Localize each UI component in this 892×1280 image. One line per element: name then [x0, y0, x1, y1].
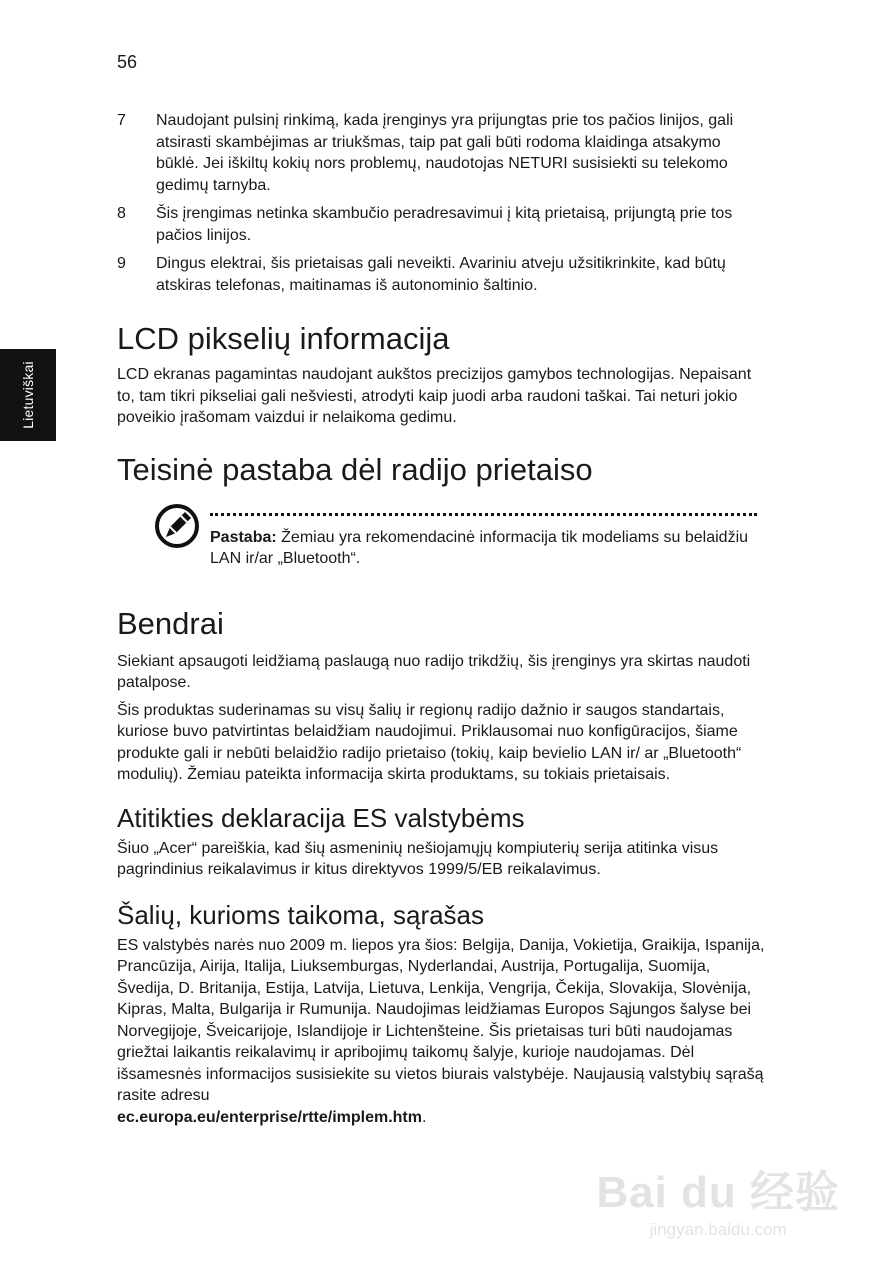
note-pen-icon	[154, 503, 200, 549]
note-label: Pastaba:	[210, 528, 277, 546]
general-heading: Bendrai	[117, 605, 224, 641]
page-content	[117, 110, 767, 1128]
general-paragraph: Siekiant apsaugoti leidžiamą paslaugą nuo radijo trikdžių, šis įrenginys yra skirtas naudoti patalpose.	[117, 652, 751, 691]
declaration-heading: Atitikties deklaracija ES valstybėms	[117, 802, 525, 833]
note-text	[210, 527, 757, 570]
list-item	[117, 203, 767, 246]
list-item	[117, 110, 767, 196]
countries-link-suffix: .	[421, 1108, 427, 1126]
list-item-number: 7	[117, 112, 126, 129]
countries-paragraph	[117, 935, 767, 1129]
list-item-text: Šis įrengimas netinka skambučio peradresavimui į kitą prietaisą, prijungtą prie tos pačios linijos.	[156, 205, 733, 244]
declaration-paragraph: Šiuo „Acer“ pareiškia, kad šių asmeninių nešiojamųjų kompiuterių serija atitinka visus pagrindinius reikalavimus ir kitus direktyvos 1999/5/EB reikalavimus.	[117, 839, 719, 878]
watermark-logo: Bai du 经验	[596, 1168, 840, 1217]
baidu-watermark	[596, 1156, 840, 1240]
list-item-text: Naudojant pulsinį rinkimą, kada įrenginys yra prijungtas prie tos pačios linijos, gali atsirasti skambėjimas ar triukšmas, taip pat gali būti rodoma klaidinga atsakymo būklė. Jei iškiltų kokių nors problemų, naudotojas NETURI susisiekti su telekomo gedimų tarnyba.	[156, 112, 734, 194]
lcd-heading: LCD pikselių informacija	[117, 321, 450, 356]
list-item-text: Dingus elektrai, šis prietaisas gali neveikti. Avariniu atveju užsitikrinkite, kad būtų atskiras telefonas, maitinamas iš autonominio šaltinio.	[156, 255, 726, 294]
page-number: 56	[117, 52, 138, 72]
note-body: Žemiau yra rekomendacinė informacija tik modeliams su belaidžiu LAN ir/ar „Bluetooth“.	[210, 528, 749, 567]
lcd-paragraph: LCD ekranas pagamintas naudojant aukštos precizijos gamybos technologijas. Nepaisant to, tam tikri pikseliai gali nešviesti, atrodyti kaip juodi arba raudoni taškai. Tai neturi jokio poveikio įrašomam vaizdui ir nelaikoma gedimu.	[117, 366, 752, 426]
countries-text: ES valstybės narės nuo 2009 m. liepos yra šios: Belgija, Danija, Vokietija, Graikija, Ispanija, Prancūzija, Airija, Italija, Liuksemburgas, Nyderlandai, Austrija, Portugalija, Suomija, Švedija, D. Britanija, Estija, Latvija, Lietuva, Lenkija, Vengrija, Čekija, Slovakija, Slovėnija, Kipras, Malta, Bulgarija ir Rumunija. Naudojimas leidžiamas Europos Sąjungos šalyse bei Norvegijoje, Šveicarijoje, Islandijoje ir Lichtenšteine. Šis prietaisas turi būti naudojamas griežtai laikantis reikalavimų ir apribojimų taikomų šalyje, kurioje naudojamas. Dėl išsamesnės informacijos susisiekite su vietos biurais valstybėje. Naujausią valstybių sąrašą rasite adresu	[117, 936, 765, 1104]
numbered-list	[117, 110, 767, 296]
list-item	[117, 253, 767, 296]
countries-link[interactable]: ec.europa.eu/enterprise/rtte/implem.htm	[117, 1108, 422, 1126]
list-item-number: 8	[117, 205, 126, 222]
radio-notice-heading: Teisinė pastaba dėl radijo prietaiso	[117, 451, 593, 487]
note-dotted-rule	[210, 513, 757, 516]
note-box	[117, 497, 767, 593]
watermark-url: jingyan.baidu.com	[649, 1220, 787, 1239]
language-side-tab	[0, 349, 56, 441]
countries-heading: Šalių, kurioms taikoma, sąrašas	[117, 899, 485, 930]
general-paragraph: Šis produktas suderinamas su visų šalių ir regionų radijo dažnio ir saugos standartais, kuriose buvo patvirtintas belaidžiam naudojimui. Priklausomai nuo konfigūracijos, šiame produkte gali ir nebūti belaidžio radijo prietaiso (tokių, kaip bevielio LAN ir/ ar „Bluetooth“ modulių). Žemiau pateikta informacija skirta produktams, su tokiais prietaisais.	[117, 701, 742, 783]
list-item-number: 9	[117, 255, 126, 272]
language-side-tab-label: Lietuviškai	[20, 361, 36, 429]
